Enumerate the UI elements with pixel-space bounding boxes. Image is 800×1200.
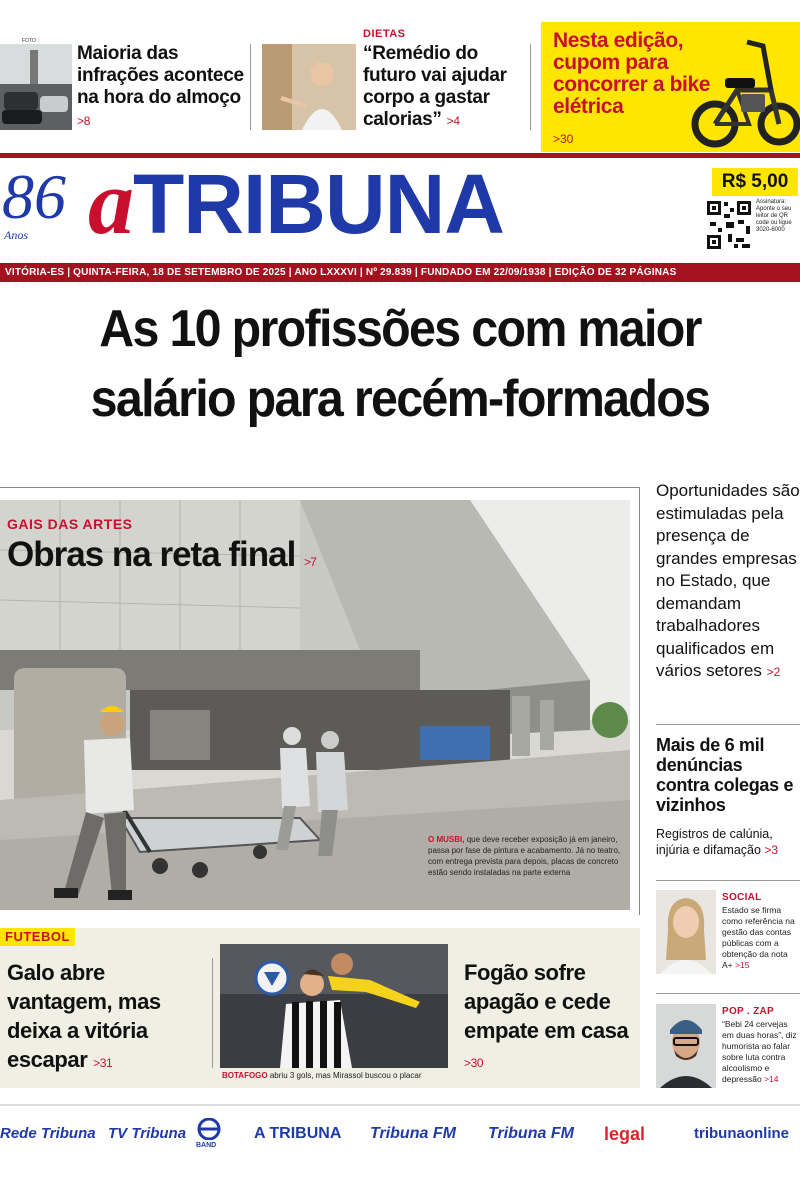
atletico-story-title: Galo abre vantagem, mas deixa a vitória escapar	[7, 960, 161, 1072]
divider	[530, 44, 531, 130]
match-caption	[222, 1071, 448, 1080]
jornal-a-tribuna-logo[interactable]: A TRIBUNA	[254, 1125, 342, 1142]
promo-text: Nesta edição, cupom para concorrer a bike elétrica	[553, 29, 711, 118]
doctor-photo[interactable]	[262, 44, 356, 130]
atletico-story[interactable]	[7, 958, 207, 1078]
tv-tribuna-logo[interactable]: TV Tribuna	[108, 1125, 187, 1142]
caption-text: abriu 3 gols, mas Mirassol buscou o placar	[269, 1071, 422, 1080]
botafogo-story-title: Fogão sofre apagão e cede empate em casa	[464, 960, 629, 1043]
traffic-photo[interactable]	[0, 44, 72, 130]
legal-logo[interactable]: legal	[604, 1124, 646, 1144]
botafogo-story[interactable]	[464, 958, 636, 1078]
band-logo[interactable]: BAND	[192, 1112, 226, 1156]
column-kicker-pop-zap: POP . ZAP	[722, 1006, 774, 1017]
page-ref: >4	[446, 114, 460, 128]
rede-tribuna-logo[interactable]: Rede Tribuna	[0, 1125, 96, 1142]
teaser-title-text: Maioria das infrações acontece na hora do almoço	[77, 43, 244, 108]
anniversary-label: Anos	[4, 228, 28, 242]
photo-caption	[428, 834, 624, 878]
page-ref: >30	[464, 1056, 484, 1070]
page-ref: >31	[93, 1056, 113, 1070]
page-ref: >15	[735, 960, 750, 970]
woman-portrait[interactable]	[656, 890, 716, 974]
divider	[656, 993, 800, 994]
tribuna-online-logo[interactable]: tribunaonline	[694, 1125, 789, 1142]
page-ref: >2	[766, 665, 781, 679]
story-title-text: Obras na reta final	[7, 535, 296, 574]
page-ref: >7	[304, 555, 316, 569]
headline-summary	[656, 480, 800, 684]
page-ref: >8	[77, 114, 91, 128]
teaser-kicker-dietas: DIETAS	[363, 28, 406, 40]
subscription-note: Assinatura: Aponte o seu leitor de QR code ou ligue 3020-6000	[756, 199, 792, 233]
electric-bike-icon	[687, 24, 800, 152]
football-kicker: FUTEBOL	[0, 928, 75, 946]
logo-prefix: a	[88, 151, 133, 253]
caption-lead: O MUSBI,	[428, 835, 465, 844]
anniversary-number: 86	[2, 161, 66, 232]
headline-line-1: As 10 profissões com maior	[99, 300, 701, 358]
footer-logos	[0, 1112, 800, 1156]
social-column-text[interactable]	[722, 905, 800, 971]
page-ref: >3	[764, 843, 779, 857]
caption-lead: BOTAFOGO	[222, 1071, 268, 1080]
teaser-title-infractions[interactable]	[77, 43, 247, 132]
story-title[interactable]	[7, 533, 316, 584]
pop-zap-text: “Bebi 24 cervejas em duas horas”, diz humorista ao falar sobre luta contra alcoolismo e depressão	[722, 1019, 797, 1084]
footer-divider	[0, 1104, 800, 1106]
divider	[656, 880, 800, 881]
photo-credit: FOTO	[22, 38, 36, 44]
match-photo[interactable]	[220, 944, 448, 1068]
main-headline[interactable]	[28, 294, 772, 434]
man-portrait[interactable]	[656, 1004, 716, 1088]
complaints-headline[interactable]: Mais de 6 mil denúncias contra colegas e vizinhos	[656, 735, 794, 815]
complaints-summary	[656, 826, 800, 858]
pop-zap-column-text[interactable]	[722, 1019, 800, 1085]
promo-box[interactable]	[541, 22, 800, 152]
divider	[250, 44, 251, 130]
page-ref: >30	[553, 132, 574, 146]
tribuna-fm-vitoria-logo[interactable]: Tribuna FM	[370, 1125, 456, 1142]
caption-text: que deve receber exposição já em janeiro, passa por fase de pintura e acabamento. Já no teatro, com entrega prevista para depois, placas de concreto estão sendo instaladas na parte externa	[428, 835, 621, 877]
logo-name: TRIBUNA	[133, 157, 504, 251]
social-text: Estado se firma como referência na gestão das contas públicas com a obtenção da nota A+	[722, 905, 795, 970]
dateline-bar: VITÓRIA-ES | QUINTA-FEIRA, 18 DE SETEMBRO DE 2025 | ANO LXXXVI | Nº 29.839 | FUNDADO EM 22/09/1938 | EDIÇÃO DE 32 PÁGINAS	[0, 263, 800, 282]
column-kicker-social: SOCIAL	[722, 892, 762, 903]
headline-line-2: salário para recém-formados	[90, 370, 710, 428]
price-badge: R$ 5,00	[712, 168, 798, 196]
divider	[656, 724, 800, 725]
story-kicker: GAIS DAS ARTES	[7, 516, 133, 532]
divider	[212, 958, 213, 1068]
page-ref: >14	[764, 1074, 779, 1084]
qr-code-icon[interactable]	[706, 200, 752, 250]
summary-text: Oportunidades são estimuladas pela presença de grandes empresas no Estado, que demandam trabalhadores qualificados em vários setores	[656, 481, 800, 680]
band-icon	[194, 1118, 224, 1140]
teaser-title-remedio[interactable]	[363, 43, 528, 132]
teaser-title-text: “Remédio do futuro vai ajudar corpo a gastar calorias”	[363, 43, 507, 130]
newspaper-logo[interactable]	[88, 151, 504, 253]
complaints-summary-text: Registros de calúnia, injúria e difamação	[656, 827, 773, 857]
tribuna-fm-guarapari-logo[interactable]: Tribuna FM	[488, 1125, 574, 1142]
